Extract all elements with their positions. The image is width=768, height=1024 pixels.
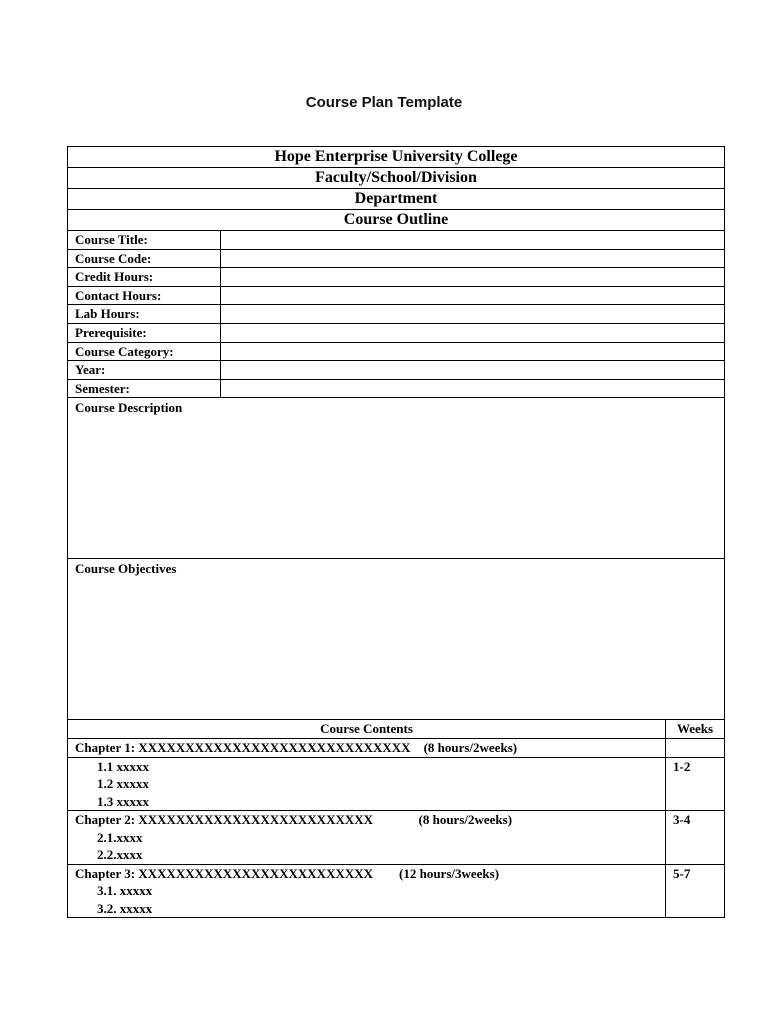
chapter-block (68, 811, 725, 865)
page-title: Course Plan Template (305, 94, 463, 111)
list-item: 1.1 xxxxx (97, 758, 149, 774)
semester-field[interactable] (221, 379, 725, 398)
year-field[interactable] (221, 361, 725, 380)
credit-hours-field[interactable] (221, 268, 725, 287)
list-item: 2.1.xxxx (97, 829, 143, 845)
header-row-faculty (68, 168, 725, 189)
chapter-title-row (68, 739, 725, 758)
course-category-field[interactable] (221, 342, 725, 361)
department-name: Department (68, 189, 725, 210)
course-description-section (68, 398, 725, 559)
course-objectives-field[interactable] (68, 559, 725, 720)
field-label: Course Code: (68, 249, 221, 268)
field-label: Prerequisite: (68, 323, 221, 342)
chapter-2-weeks: 3-4 (666, 811, 725, 865)
field-row-lab-hours (68, 305, 725, 324)
course-contents-heading: Course Contents (68, 720, 666, 739)
field-row-course-title (68, 231, 725, 250)
course-code-field[interactable] (221, 249, 725, 268)
weeks-heading: Weeks (666, 720, 725, 739)
chapter-1-title (68, 739, 666, 758)
field-row-credit-hours (68, 268, 725, 287)
header-row-department (68, 189, 725, 210)
course-objectives-label: Course Objectives (75, 561, 177, 577)
chapter-1-weeks: 1-2 (666, 757, 725, 811)
course-plan-table (67, 146, 725, 918)
chapter-1-weeks-top (666, 739, 725, 758)
field-label: Course Category: (68, 342, 221, 361)
course-description-field[interactable] (68, 398, 725, 559)
list-item: 3.1. xxxxx (97, 883, 153, 899)
chapter-title: Chapter 1: XXXXXXXXXXXXXXXXXXXXXXXXXXXXX (8 hours/2weeks) (75, 740, 518, 756)
header-row-outline (68, 210, 725, 231)
faculty-name: Faculty/School/Division (68, 168, 725, 189)
chapter-title: Chapter 2: XXXXXXXXXXXXXXXXXXXXXXXXX (8 hours/2weeks) (75, 812, 513, 828)
outline-heading: Course Outline (68, 210, 725, 231)
list-item: 1.2 xxxxx (97, 776, 149, 792)
header-row-institution (68, 147, 725, 168)
chapter-items-row (68, 757, 725, 811)
field-row-course-code (68, 249, 725, 268)
field-row-prerequisite (68, 323, 725, 342)
field-label: Year: (68, 361, 221, 380)
institution-name: Hope Enterprise University College (68, 147, 725, 168)
field-label: Credit Hours: (68, 268, 221, 287)
course-objectives-section (68, 559, 725, 720)
chapter-3-weeks: 5-7 (666, 864, 725, 918)
list-item: 2.2.xxxx (97, 847, 143, 863)
chapter-3-content (68, 864, 666, 918)
field-label: Contact Hours: (68, 286, 221, 305)
contents-header-row (68, 720, 725, 739)
field-row-semester (68, 379, 725, 398)
field-row-contact-hours (68, 286, 725, 305)
course-description-label: Course Description (75, 400, 183, 416)
list-item: 3.2. xxxxx (97, 900, 153, 916)
chapter-2-content (68, 811, 666, 865)
chapter-1-items (68, 757, 666, 811)
chapter-block (68, 864, 725, 918)
list-item: 1.3 xxxxx (97, 793, 149, 809)
field-label: Course Title: (68, 231, 221, 250)
chapter-title: Chapter 3: XXXXXXXXXXXXXXXXXXXXXXXXX (12 hours/3weeks) (75, 865, 500, 881)
prerequisite-field[interactable] (221, 323, 725, 342)
contact-hours-field[interactable] (221, 286, 725, 305)
field-row-course-category (68, 342, 725, 361)
lab-hours-field[interactable] (221, 305, 725, 324)
course-title-field[interactable] (221, 231, 725, 250)
field-label: Lab Hours: (68, 305, 221, 324)
field-label: Semester: (68, 379, 221, 398)
field-row-year (68, 361, 725, 380)
